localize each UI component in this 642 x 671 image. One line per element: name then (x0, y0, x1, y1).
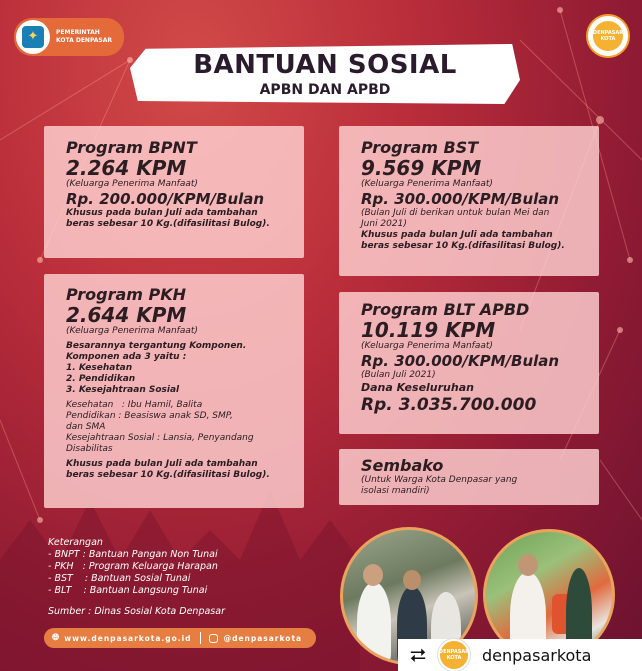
sembako-note-line2: isolasi mandiri) (361, 486, 430, 496)
blt-kpm: 10.119 KPM (361, 318, 496, 342)
pkh-program: Program PKH (66, 285, 187, 304)
card-pkh (44, 274, 304, 508)
pkh-detail2-line2: dan SMA (66, 422, 106, 432)
pkh-note-line1: Khusus pada bulan Juli ada tambahan (66, 459, 258, 469)
pemkot-logo (16, 20, 50, 54)
bpnt-amount: Rp. 200.000/KPM/Bulan (66, 190, 265, 208)
instagram-icon (209, 634, 218, 643)
footer-bar (44, 628, 316, 648)
pkh-detail1: Kesehatan : Ibu Hamil, Balita (66, 400, 203, 410)
emblem-icon: ✦ (22, 26, 44, 48)
repost-bar (398, 639, 642, 671)
bst-period-line1: (Bulan Juli di berikan untuk bulan Mei dan (361, 208, 550, 218)
pkh-note-line2: beras sebesar 10 Kg.(difasilitasi Bulog). (66, 470, 270, 480)
bst-amount: Rp. 300.000/KPM/Bulan (361, 190, 560, 208)
bst-kpm: 9.569 KPM (361, 156, 482, 180)
bst-note-line1: Khusus pada bulan Juli ada tambahan (361, 230, 553, 240)
blt-total-label: Dana Keseluruhan (361, 381, 474, 394)
sumber: Sumber : Dinas Sosial Kota Denpasar (48, 606, 225, 617)
pkh-item3: 3. Kesejahtraan Sosial (66, 385, 180, 395)
repost-handle[interactable]: denpasarkota (482, 645, 592, 665)
pkh-intro-line2: Komponen ada 3 yaitu : (66, 352, 187, 362)
denpasar-kota-logo (586, 14, 630, 58)
keterangan (48, 537, 218, 597)
blt-amount: Rp. 300.000/KPM/Bulan (361, 352, 560, 370)
card-bst (339, 126, 599, 276)
bst-kpm-note: (Keluarga Penerima Manfaat) (361, 179, 493, 189)
bpnt-program: Program BPNT (66, 138, 197, 157)
pkh-kpm-note: (Keluarga Penerima Manfaat) (66, 326, 198, 336)
pkh-item1: 1. Kesehatan (66, 363, 133, 373)
pkh-kpm: 2.644 KPM (66, 303, 187, 327)
logo-line1: PEMERINTAH (56, 29, 100, 36)
globe-icon: 🌐︎ (52, 633, 61, 643)
blt-program: Program BLT APBD (361, 300, 530, 319)
bst-program: Program BST (361, 138, 479, 157)
pkh-item2: 2. Pendidikan (66, 374, 136, 384)
keterangan-line2: - PKH : Program Keluarga Harapan (48, 561, 218, 572)
logo-line2: KOTA DENPASAR (56, 37, 113, 44)
avatar-label: DENPASAR KOTA (438, 649, 470, 661)
bpnt-note-line1: Khusus pada bulan Juli ada tambahan (66, 208, 258, 218)
bst-note-line2: beras sebesar 10 Kg.(difasilitasi Bulog). (361, 241, 565, 251)
website-link[interactable]: www.denpasarkota.go.id (64, 633, 192, 643)
page-title: BANTUAN SOSIAL (193, 50, 457, 80)
bpnt-kpm-note: (Keluarga Penerima Manfaat) (66, 179, 198, 189)
card-sembako (339, 449, 599, 505)
keterangan-line4: - BLT : Bantuan Langsung Tunai (48, 585, 208, 596)
pkh-intro-line1: Besarannya tergantung Komponen. (66, 341, 247, 351)
blt-kpm-note: (Keluarga Penerima Manfaat) (361, 341, 493, 351)
card-bpnt (44, 126, 304, 258)
keterangan-title: Keterangan (48, 537, 103, 548)
pemkot-logo-badge (14, 18, 124, 56)
divider (200, 632, 201, 644)
repost-icon[interactable]: ⮂ (410, 643, 426, 667)
instagram-handle[interactable]: @denpasarkota (223, 633, 303, 643)
pkh-detail2-line1: Pendidikan : Beasiswa anak SD, SMP, (66, 411, 233, 421)
sembako-note-line1: (Untuk Warga Kota Denpasar yang (361, 475, 518, 485)
bpnt-kpm: 2.264 KPM (66, 156, 187, 180)
blt-total: Rp. 3.035.700.000 (361, 395, 537, 415)
pkh-detail3-line1: Kesejahtraan Sosial : Lansia, Penyandang (66, 433, 254, 443)
pkh-detail3-line2: Disabilitas (66, 444, 113, 454)
avatar[interactable] (438, 639, 470, 671)
keterangan-line3: - BST : Bantuan Sosial Tunai (48, 573, 191, 584)
bpnt-note-line2: beras sebesar 10 Kg.(difasilitasi Bulog). (66, 219, 270, 229)
keterangan-line1: - BNPT : Bantuan Pangan Non Tunai (48, 549, 218, 560)
bst-period-line2: Juni 2021) (361, 219, 407, 229)
sembako-program: Sembako (361, 456, 444, 475)
page-subtitle: APBN DAN APBD (259, 82, 391, 98)
blt-period: (Bulan Juli 2021) (361, 370, 436, 380)
card-blt (339, 292, 599, 434)
denpasar-kota-logo-label: DENPASAR KOTA (593, 21, 623, 51)
